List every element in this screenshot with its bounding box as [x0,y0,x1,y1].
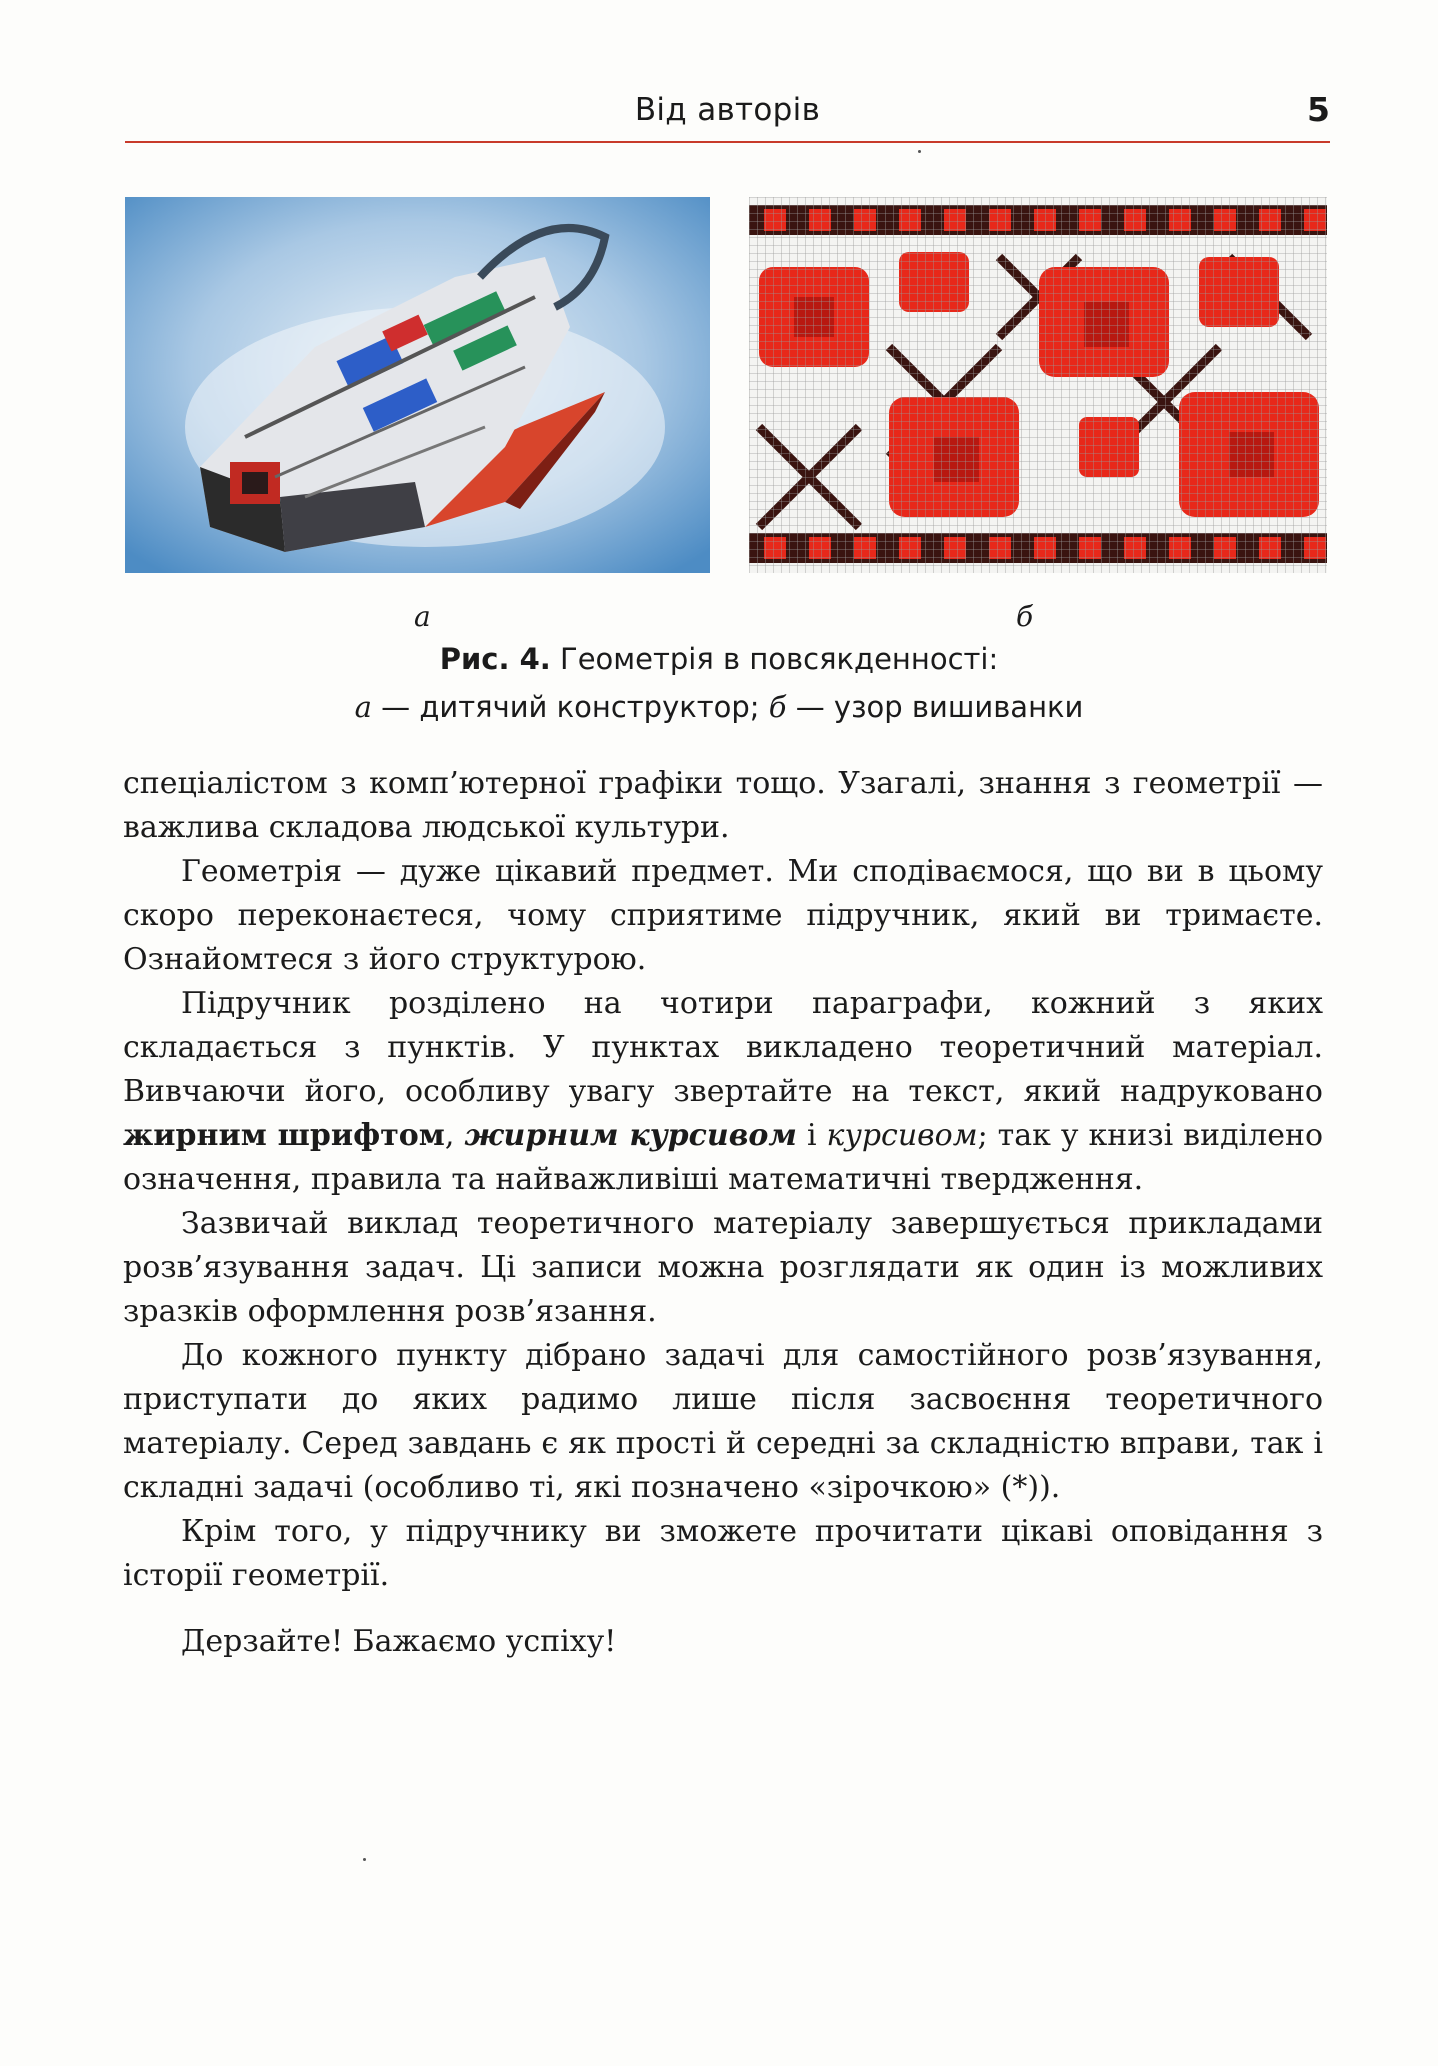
paragraph-3-sep2: і [796,1118,827,1153]
paragraph-6: Крім того, у підручнику ви зможете прочитати цікаві оповідання з історії геометрії. [123,1514,1323,1593]
paragraph-3-start: Підручник розділено на чотири параграфи, кожний з яких складається з пунктів. У пунктах викладено теоретичний матеріал. Вивчаючи його, особливу увагу звертайте на текст, який надруковано [123,986,1323,1109]
print-speck [363,1858,366,1861]
paragraph-3-end: ; так у книзі виділено означення, правила та найважливіші математичні твердження. [123,1118,1324,1197]
figure-label-b: б [1016,600,1034,633]
paragraph-1: спеціалістом з комп’ютерної графіки тощо. Узагалі, знання з геометрії — важлива складова людської культури. [123,766,1323,845]
paragraph-3 [123,982,1323,1202]
page-header [125,86,1330,136]
page-number: 5 [1307,90,1330,129]
figure-caption-title: Геометрія в повсякденності: [550,642,999,676]
body-text [123,762,1323,1664]
paragraph-2: Геометрія — дуже цікавий предмет. Ми сподіваємося, що ви в цьому скоро переконаєтеся, чому сприятиме підручник, який ви тримаєте. Ознайомтеся з його структурою. [123,854,1323,977]
caption-a-text: — дитячий конструктор; [371,690,769,724]
print-speck [918,150,921,153]
italic-example: курсивом [826,1118,978,1153]
paragraph-5: До кожного пункту дібрано задачі для самостійного розв’язування, приступати до яких радимо лише після засвоєння теоретичного матеріалу. Серед завдань є як прості й середні за складністю вправи, так і складні задачі (особливо ті, які позначено «зірочкою» (*)). [123,1338,1323,1505]
header-rule [125,141,1330,143]
figure-label-a: а [414,600,431,633]
figure-caption-legend [0,690,1438,724]
figure-embroidery-pattern-image [749,197,1327,573]
bold-font-example: жирним шрифтом [123,1118,445,1153]
bold-italic-example: жирним курсивом [464,1118,797,1153]
running-title: Від авторів [634,92,821,128]
caption-b-text: — узор вишиванки [786,690,1084,724]
closing-line: Дерзайте! Бажаємо успіху! [181,1624,617,1659]
paragraph-4: Зазвичай виклад теоретичного матеріалу завершується прикладами розв’язування задач. Ці записи можна розглядати як один із можливих зразків оформлення розв’язання. [123,1206,1323,1329]
caption-b-letter: б [768,690,787,724]
figure-caption [0,642,1438,676]
figure-number: Рис. 4. [439,642,551,676]
caption-a-letter: а [354,690,372,724]
paragraph-3-sep1: , [444,1118,465,1153]
figure-toy-constructor-image [125,197,710,573]
